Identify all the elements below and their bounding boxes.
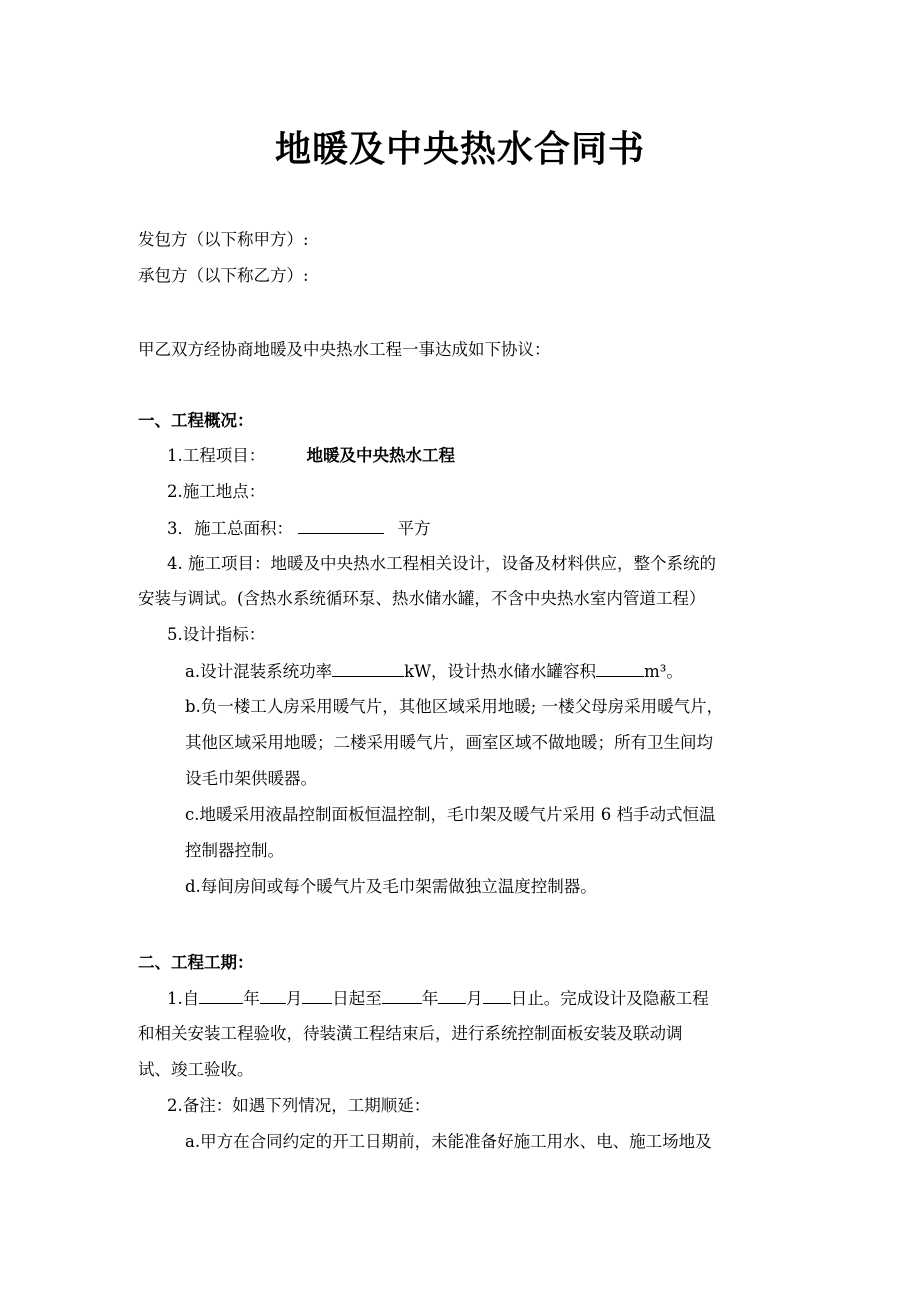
item4-line2: 安装与调试。(含热水系统循环泵、热水储水罐，不含中央热水室内管道工程） [138, 589, 706, 608]
spec-a-suffix: m³。 [644, 662, 683, 681]
end-day-blank-field [483, 986, 511, 1004]
section1-heading: 一、工程概况： [138, 411, 254, 430]
schedule-day2-rest: 日止。完成设计及隐蔽工程 [510, 989, 709, 1008]
intro-paragraph: 甲乙双方经协商地暖及中央热水工程一事达成如下协议： [138, 340, 551, 359]
schedule-from-label: 1.自 [167, 989, 200, 1008]
spec-a-mid: kW，设计热水储水罐容积 [404, 662, 597, 681]
spec-a-line [185, 659, 683, 684]
party-a-line: 发包方（以下称甲方）: [138, 230, 309, 249]
start-year-blank-field [199, 986, 243, 1004]
item3-label: 3．施工总面积： [167, 519, 293, 538]
schedule-year2: 年 [421, 989, 439, 1008]
schedule-line3: 试、竣工验收。 [138, 1060, 254, 1079]
schedule-month1: 月 [285, 989, 303, 1008]
item1-label: 1.工程项目： [167, 446, 266, 465]
spec-b-line2: 其他区域采用地暖；二楼采用暖气片，画室区域不做地暖；所有卫生间均 [185, 733, 713, 752]
spec-c-line1: c.地暖采用液晶控制面板恒温控制，毛巾架及暖气片采用 6 档手动式恒温 [185, 805, 716, 824]
spec-d-line: d.每间房间或每个暖气片及毛巾架需做独立温度控制器。 [185, 877, 597, 896]
item1-value: 地暖及中央热水工程 [306, 446, 455, 465]
party-b-line: 承包方（以下称乙方）: [138, 266, 309, 285]
document-title: 地暖及中央热水合同书 [274, 129, 645, 170]
item3-unit: 平方 [397, 519, 431, 538]
spec-c-line2: 控制器控制。 [185, 841, 284, 860]
remarks-a-line: a.甲方在合同约定的开工日期前，未能准备好施工用水、电、施工场地及 [185, 1132, 712, 1151]
start-day-blank-field [302, 986, 332, 1004]
spec-b-line1: b.负一楼工人房采用暖气片，其他区域采用地暖; 一楼父母房采用暖气片， [185, 697, 724, 716]
end-month-blank-field [438, 986, 466, 1004]
spec-b-line3: 设毛巾架供暖器。 [185, 769, 317, 788]
item5-line: 5.设计指标： [167, 625, 266, 644]
end-year-blank-field [382, 986, 422, 1004]
tank-volume-blank-field [596, 659, 644, 677]
item2-line: 2.施工地点： [167, 482, 266, 501]
schedule-line1 [167, 986, 709, 1011]
start-month-blank-field [260, 986, 286, 1004]
remarks-line: 2.备注：如遇下列情况，工期顺延： [167, 1096, 431, 1115]
item3-line [167, 516, 431, 541]
section2-heading: 二、工程工期： [138, 953, 254, 972]
area-blank-field [298, 516, 384, 534]
schedule-month2: 月 [466, 989, 483, 1008]
power-blank-field [332, 659, 404, 677]
item4-line1: 4. 施工项目：地暖及中央热水工程相关设计，设备及材料供应，整个系统的 [167, 554, 716, 573]
schedule-day1: 日起至 [332, 989, 382, 1008]
schedule-line2: 和相关安装工程验收，待装潢工程结束后，进行系统控制面板安装及联动调 [138, 1024, 683, 1043]
spec-a-prefix: a.设计混装系统功率 [185, 662, 333, 681]
schedule-year1: 年 [243, 989, 260, 1008]
item1-line [167, 444, 455, 468]
